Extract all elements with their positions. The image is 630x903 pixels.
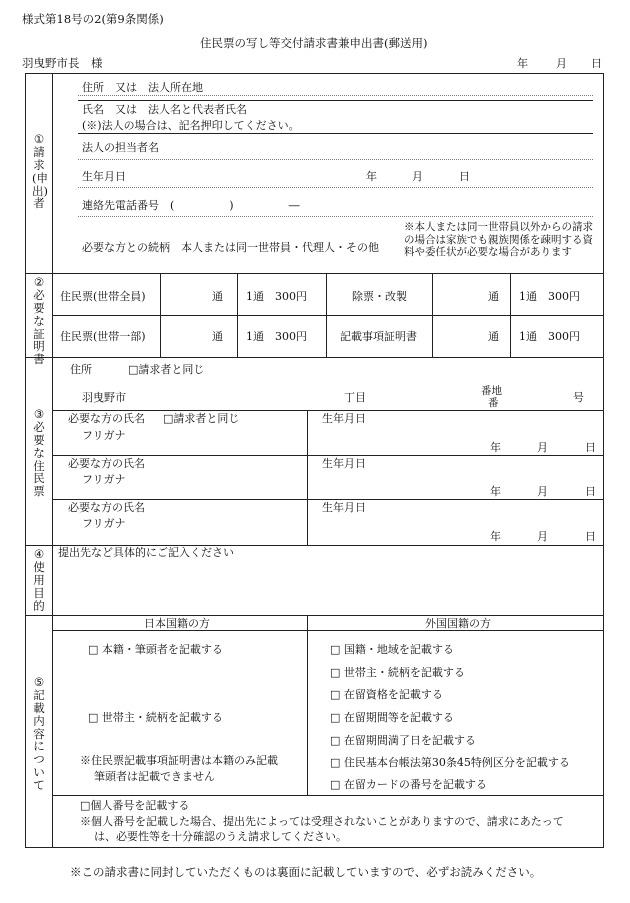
fr-option-expiry[interactable]: □ 在留期間満了日を記載する bbox=[330, 734, 476, 747]
cert-col-2 bbox=[237, 273, 238, 357]
resident-same-as-requester[interactable]: □請求者と同じ bbox=[128, 363, 205, 376]
resident-address-divider bbox=[52, 410, 604, 411]
mynumber-note-1: ※個人番号を記載した場合、提出先によっては受理されないことがありますので、請求にあたって bbox=[80, 815, 564, 828]
cert-resident-all: 住民票(世帯全員) bbox=[60, 290, 146, 303]
mynumber-divider bbox=[52, 795, 604, 796]
relationship-label: 必要な方との続柄 本人または同一世帯員・代理人・その他 bbox=[82, 241, 379, 254]
cert-resident-partial-price: 1通 300円 bbox=[246, 330, 307, 343]
resident-go: 号 bbox=[573, 391, 584, 404]
person2-birth-day: 日 bbox=[585, 485, 596, 498]
cert-entry-certificate-unit: 通 bbox=[488, 330, 499, 343]
section5-label bbox=[32, 676, 46, 792]
relationship-note: ※本人または同一世帯員以外からの請求の場合は家族でも親族関係を疎明する資料や委任状が必要な場合があります bbox=[404, 221, 593, 259]
person1-birth-label: 生年月日 bbox=[322, 412, 366, 425]
person2-birth-label: 生年月日 bbox=[322, 457, 366, 470]
cert-resident-partial: 住民票(世帯一部) bbox=[60, 330, 146, 343]
section3-title: 必要な住民票 bbox=[33, 419, 45, 499]
certificate-row-divider bbox=[52, 315, 604, 316]
person2-furigana: フリガナ bbox=[82, 473, 126, 486]
section2-title: 必要な証明書 bbox=[33, 287, 45, 367]
person2-birth-year: 年 bbox=[490, 485, 501, 498]
jp-option-householder[interactable]: □ 世帯主・続柄を記載する bbox=[88, 711, 223, 724]
person1-same-as-requester[interactable]: □請求者と同じ bbox=[163, 412, 240, 425]
section3-label bbox=[32, 408, 46, 498]
person-divider-2 bbox=[52, 499, 604, 500]
resident-person-col bbox=[307, 410, 308, 545]
mynumber-note-2: は、必要性等を十分確認のうえ請求してください。 bbox=[94, 830, 347, 843]
section-divider-2-3 bbox=[25, 357, 604, 358]
addressee: 羽曳野市長 様 bbox=[22, 56, 103, 70]
mynumber-option[interactable]: □個人番号を記載する bbox=[80, 799, 190, 812]
cert-removed-price: 1通 300円 bbox=[519, 290, 580, 303]
cert-resident-all-unit: 通 bbox=[212, 290, 223, 303]
fr-option-status[interactable]: □ 在留資格を記載する bbox=[330, 688, 443, 701]
requester-address-line bbox=[78, 95, 593, 96]
form-title: 住民票の写し等交付請求書兼申出書(郵送用) bbox=[200, 36, 428, 50]
section-divider-1-2 bbox=[25, 273, 604, 274]
jp-option-domicile[interactable]: □ 本籍・筆頭者を記載する bbox=[88, 643, 223, 656]
fr-option-nationality[interactable]: □ 国籍・地域を記載する bbox=[330, 643, 454, 656]
requester-phone-label: 連絡先電話番号 ( ) ― bbox=[82, 199, 300, 212]
cert-removed-unit: 通 bbox=[488, 290, 499, 303]
section1-label bbox=[32, 133, 46, 210]
section-divider-4-5 bbox=[25, 615, 604, 616]
foreign-header: 外国国籍の方 bbox=[425, 617, 491, 630]
fr-option-householder[interactable]: □ 世帯主・続柄を記載する bbox=[330, 666, 465, 679]
person1-name-label: 必要な方の氏名 bbox=[68, 412, 145, 425]
form-code: 様式第18号の2(第9条関係) bbox=[22, 12, 164, 26]
corporate-contact-label: 法人の担当者名 bbox=[82, 141, 159, 154]
jp-note-1: ※住民票記載事項証明書は本籍のみ記載 bbox=[80, 754, 278, 767]
section3-number: ③ bbox=[33, 407, 45, 421]
person-divider-1 bbox=[52, 455, 604, 456]
resident-address-label: 住所 bbox=[70, 363, 92, 376]
cert-resident-partial-unit: 通 bbox=[212, 330, 223, 343]
person2-birth-month: 月 bbox=[537, 485, 548, 498]
requester-birthdate-label: 生年月日 bbox=[82, 170, 126, 183]
fr-option-special[interactable]: □ 住民基本台帳法第30条45特例区分を記載する bbox=[330, 756, 570, 769]
section5-title: 記載内容について bbox=[33, 687, 45, 792]
person1-birth-year: 年 bbox=[490, 441, 501, 454]
fr-option-card-number[interactable]: □ 在留カードの番号を記載する bbox=[330, 778, 487, 791]
resident-banchi: 番地 bbox=[481, 385, 502, 397]
section4-label bbox=[32, 548, 46, 612]
section4-title: 使用目的 bbox=[33, 559, 45, 613]
person3-birth-label: 生年月日 bbox=[322, 501, 366, 514]
nationality-col-divider bbox=[307, 615, 308, 795]
cert-col-3 bbox=[432, 273, 433, 357]
person3-furigana: フリガナ bbox=[82, 517, 126, 530]
section2-number: ② bbox=[33, 275, 45, 289]
person1-birth-day: 日 bbox=[585, 441, 596, 454]
cert-col-4 bbox=[510, 273, 511, 357]
cert-removed: 除票・改製 bbox=[352, 290, 407, 303]
person1-birth-month: 月 bbox=[537, 441, 548, 454]
section1-title: 請求(申出)者 bbox=[32, 144, 48, 211]
nationality-header-line bbox=[52, 630, 604, 631]
requester-name-underline bbox=[78, 133, 593, 134]
cert-col-mid bbox=[326, 273, 327, 357]
person3-birth-month: 月 bbox=[537, 530, 548, 543]
resident-chome: 丁目 bbox=[344, 391, 366, 404]
cert-entry-certificate: 記載事項証明書 bbox=[340, 330, 417, 343]
section5-number: ⑤ bbox=[33, 675, 45, 689]
resident-city: 羽曳野市 bbox=[82, 391, 126, 404]
footer-note: ※この請求書に同封していただくものは裏面に記載していますので、必ずお読みください。 bbox=[70, 865, 542, 879]
resident-ban: 番 bbox=[488, 397, 499, 409]
requester-address-underline bbox=[78, 100, 593, 101]
section4-number: ④ bbox=[33, 547, 45, 561]
section1-number: ① bbox=[33, 132, 45, 146]
requester-address-label: 住所 又は 法人所在地 bbox=[82, 81, 203, 94]
corporate-contact-line bbox=[78, 159, 593, 160]
person2-name-label: 必要な方の氏名 bbox=[68, 457, 145, 470]
person3-birth-year: 年 bbox=[490, 530, 501, 543]
jp-note-2: 筆頭者は記載できません bbox=[94, 770, 215, 783]
cert-entry-certificate-price: 1通 300円 bbox=[519, 330, 580, 343]
cert-col-1 bbox=[160, 273, 161, 357]
person3-name-label: 必要な方の氏名 bbox=[68, 501, 145, 514]
requester-birth-year: 年 bbox=[366, 170, 377, 183]
fr-option-period[interactable]: □ 在留期間等を記載する bbox=[330, 711, 454, 724]
requester-name-label: 氏名 又は 法人名と代表者氏名 bbox=[82, 103, 247, 116]
corporate-seal-note: (※)法人の場合は、記名押印してください。 bbox=[82, 119, 300, 132]
label-column-divider bbox=[52, 73, 53, 848]
header-date-month: 月 bbox=[556, 57, 567, 70]
purpose-prompt: 提出先など具体的にご記入ください bbox=[58, 546, 234, 559]
header-date-year: 年 bbox=[517, 57, 528, 70]
japanese-header: 日本国籍の方 bbox=[144, 617, 210, 630]
section2-label bbox=[32, 276, 46, 366]
cert-resident-all-price: 1通 300円 bbox=[246, 290, 307, 303]
requester-birth-line bbox=[78, 187, 593, 188]
requester-phone-line bbox=[78, 216, 593, 217]
header-date-day: 日 bbox=[591, 57, 602, 70]
requester-birth-month: 月 bbox=[412, 170, 423, 183]
person1-furigana: フリガナ bbox=[82, 429, 126, 442]
requester-birth-day: 日 bbox=[459, 170, 470, 183]
person3-birth-day: 日 bbox=[585, 530, 596, 543]
